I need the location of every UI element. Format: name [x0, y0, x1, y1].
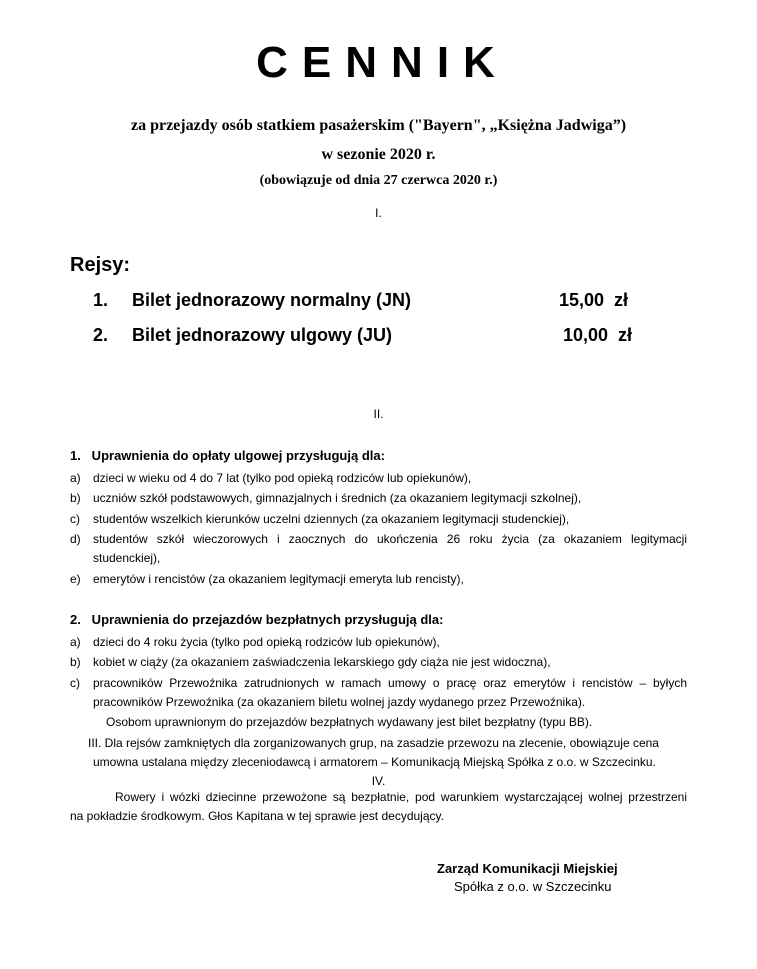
- signature-org: Zarząd Komunikacji Miejskiej: [437, 861, 618, 876]
- section-numeral-4: IV.: [371, 774, 386, 788]
- list-text-continuation: studenckiej),: [93, 551, 161, 565]
- list-text-justified: pracowników Przewoźnika zatrudnionych w ramach umowy o pracę oraz emerytów i rencistów – byłych: [93, 676, 687, 690]
- list-marker: d): [70, 532, 81, 546]
- price-row-label: Bilet jednorazowy normalny (JN): [132, 290, 412, 310]
- list-text: dzieci do 4 roku życia (tylko pod opieką rodziców lub opiekunów),: [93, 635, 440, 649]
- subtitle-season: w sezonie 2020 r.: [321, 146, 436, 163]
- list-marker: a): [70, 471, 81, 485]
- subtitle-route: za przejazdy osób statkiem pasażerskim ("Bayern", „Księżna Jadwiga”): [130, 117, 627, 134]
- signature-company: Spółka z o.o. w Szczecinku: [454, 879, 612, 894]
- section-numeral-1: I.: [375, 206, 382, 220]
- subtitle-validity: (obowiązuje od dnia 27 czerwca 2020 r.): [259, 173, 498, 188]
- price-row-number: 2.: [93, 325, 109, 345]
- list-marker: c): [70, 676, 80, 690]
- list-text-justified: studentów szkół wieczorowych i zaocznych do ukończenia 26 roku życia (za okazaniem legitymacji: [93, 532, 687, 546]
- list-text: studentów wszelkich kierunków uczelni dziennych (za okazaniem legitymacji studenckiej),: [93, 512, 570, 526]
- price-row-value: 10,00 zł: [563, 325, 633, 345]
- list-item: [70, 655, 551, 669]
- list-text: emerytów i rencistów (za okazaniem legitymacji emeryta lub rencisty),: [93, 572, 464, 586]
- list-marker: a): [70, 635, 81, 649]
- list-item: [70, 512, 569, 526]
- price-row-value: 15,00 zł: [559, 290, 629, 310]
- list-marker: e): [70, 572, 81, 586]
- section4-line2: na pokładzie środkowym. Głos Kapitana w tej sprawie jest decydujący.: [70, 809, 444, 823]
- list-item: [70, 676, 93, 690]
- list-marker: b): [70, 655, 81, 669]
- list-item: [70, 471, 471, 485]
- list-item: [70, 635, 440, 649]
- section-heading-rejsy: Rejsy:: [70, 254, 131, 276]
- list-item: [70, 491, 581, 505]
- list-item: [70, 572, 464, 586]
- section4-line1: Rowery i wózki dziecinne przewożone są bezpłatnie, pod warunkiem wystarczającej wolnej przestrzeni: [115, 790, 687, 804]
- list-marker: b): [70, 491, 81, 505]
- page-title: CENNIK: [256, 38, 509, 87]
- price-row-label: Bilet jednorazowy ulgowy (JU): [132, 325, 393, 345]
- section-numeral-2: II.: [373, 407, 384, 421]
- list-text: uczniów szkół podstawowych, gimnazjalnych i średnich (za okazaniem legitymacji szkolnej),: [93, 491, 582, 505]
- list-marker: c): [70, 512, 80, 526]
- price-row-number: 1.: [93, 290, 109, 310]
- free-ticket-note: Osobom uprawnionym do przejazdów bezpłatnych wydawany jest bilet bezpłatny (typu BB).: [106, 715, 593, 729]
- list-text: kobiet w ciąży (za okazaniem zaświadczenia lekarskiego gdy ciąża nie jest widoczna),: [93, 655, 551, 669]
- group2-heading: 2. Uprawnienia do przejazdów bezpłatnych przysługują dla:: [70, 612, 444, 627]
- group1-heading: 1. Uprawnienia do opłaty ulgowej przysługują dla:: [70, 448, 385, 463]
- section3-line1: III. Dla rejsów zamkniętych dla zorganizowanych grup, na zasadzie przewozu na zlecenie, obowiązuje cena: [88, 736, 659, 750]
- section3-line2: umowna ustalana między zleceniodawcą i armatorem – Komunikacją Miejską Spółka z o.o. w Szczecinku.: [93, 755, 656, 769]
- list-text-continuation: pracowników Przewoźnika (za okazaniem biletu wolnej jazdy wydanego przez Przewoźnika).: [93, 695, 586, 709]
- list-text: dzieci w wieku od 4 do 7 lat (tylko pod opieką rodziców lub opiekunów),: [93, 471, 472, 485]
- list-item: [70, 532, 93, 546]
